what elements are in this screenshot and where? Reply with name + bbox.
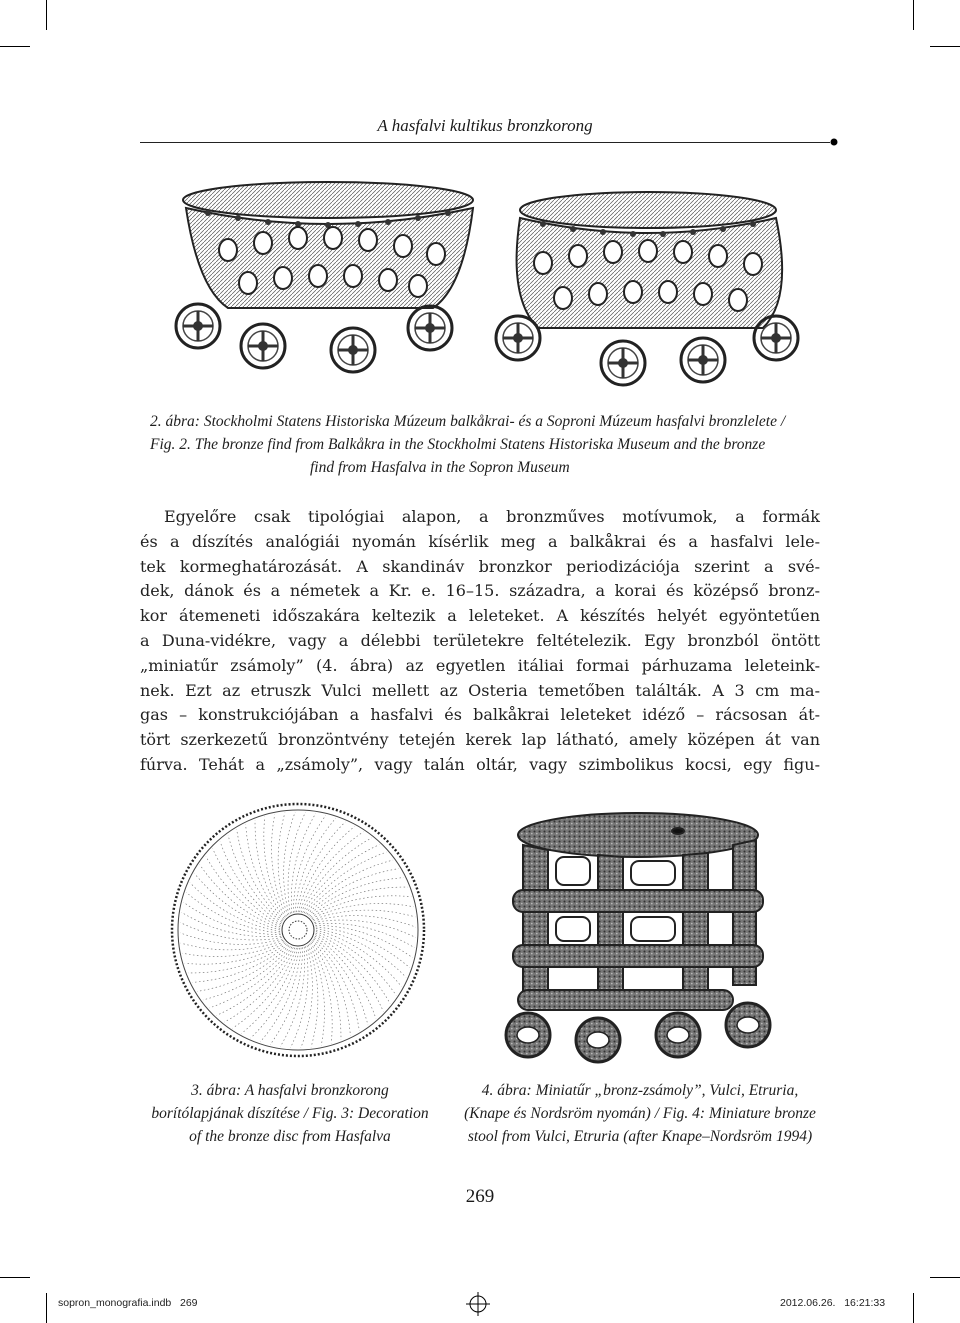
body-line: dek, dánok és a németek a Kr. e. 16–15. századra, a korai és középső bronz- [140,581,820,601]
body-line: gas – konstrukciójában a hasfalvi és balkåkrai leleteket idéző – rácsosan át- [140,705,820,725]
body-line: tört szerkezetű bronzöntvény tetején kerek lap látható, amely középen át van [140,730,820,750]
figure-2-caption-line: 2. ábra: Stockholmi Statens Historiska Múzeum balkåkrai- és a Soproni Múzeum hasfalvi bronzlelete / [150,413,786,430]
body-line: és a díszítés analógiái nyomán kísérlik meg a balkåkrai és a hasfalvi lele- [140,531,820,551]
crop-mark [46,1293,47,1323]
crop-mark [913,1293,914,1323]
figure-4-caption-line: 4. ábra: Miniatűr „bronz-zsámoly”, Vulci, Etruria, [481,1082,799,1099]
header-rule [140,142,830,143]
crop-mark [0,1277,30,1278]
body-line: „miniatűr zsámoly” (4. ábra) az egyetlen itáliai formai párhuzama leleteink- [140,655,820,675]
crop-mark [913,0,914,30]
body-line: tek kormeghatározását. A skandináv bronzkor periodizációja szerint a své- [140,556,820,576]
body-paragraph [140,505,820,778]
slug-registration-mark [466,1292,490,1316]
figure-2-caption [150,410,840,479]
body-line: a Duna-vidékre, vagy a délebbi területekre feltételezik. Egy bronzból öntött [140,630,820,650]
figure-4-stool-illustration [478,795,778,1065]
running-head: A hasfalvi kultikus bronzkorong [377,116,593,135]
crop-mark [930,46,960,47]
body-line: Egyelőre csak tipológiai alapon, a bronzműves motívumok, a formák [164,507,820,526]
figure-2-caption-line: find from Hasfalva in the Sopron Museum [310,459,570,476]
slug-date: 2012.06.26. 16:21:33 [780,1297,886,1309]
registration-mark [828,136,840,148]
figure-3-disc-illustration [168,800,428,1060]
body-line: fúrva. Tehát a „zsámoly”, vagy talán oltár, vagy szimbolikus kocsi, egy figu- [140,754,820,774]
balkakra-object [176,182,473,372]
figure-3-caption [140,1079,440,1148]
body-line: kor átemeneti időszakára keltezik a leleteket. A készítés helyét egyöntetűen [140,606,820,626]
figure-4-caption-line: stool from Vulci, Etruria (after Knape–Nordsröm 1994) [467,1128,813,1145]
figure-3-caption-line: of the bronze disc from Hasfalva [189,1128,391,1145]
crop-mark [930,1277,960,1278]
crop-mark [0,46,30,47]
figure-2-caption-line: Fig. 2. The bronze find from Balkåkra in the Stockholmi Statens Historiska Museum and the bronze [150,436,766,453]
page-number: 269 [465,1186,495,1207]
figure-2-illustration [168,178,808,398]
figure-4-caption-line: (Knape és Nordsröm nyomán) / Fig. 4: Miniature bronze [464,1105,816,1122]
body-line: nek. Ezt az etruszk Vulci mellett az Osteria temetőben találták. A 3 cm ma- [140,680,820,700]
figure-4-caption [440,1079,840,1148]
figure-3-caption-line: 3. ábra: A hasfalvi bronzkorong [191,1082,389,1099]
figure-3-caption-line: borítólapjának díszítése / Fig. 3: Decoration [151,1105,429,1122]
hasfalva-object [496,192,798,385]
slug-file: sopron_monografia.indb 269 [58,1297,198,1309]
crop-mark [46,0,47,30]
